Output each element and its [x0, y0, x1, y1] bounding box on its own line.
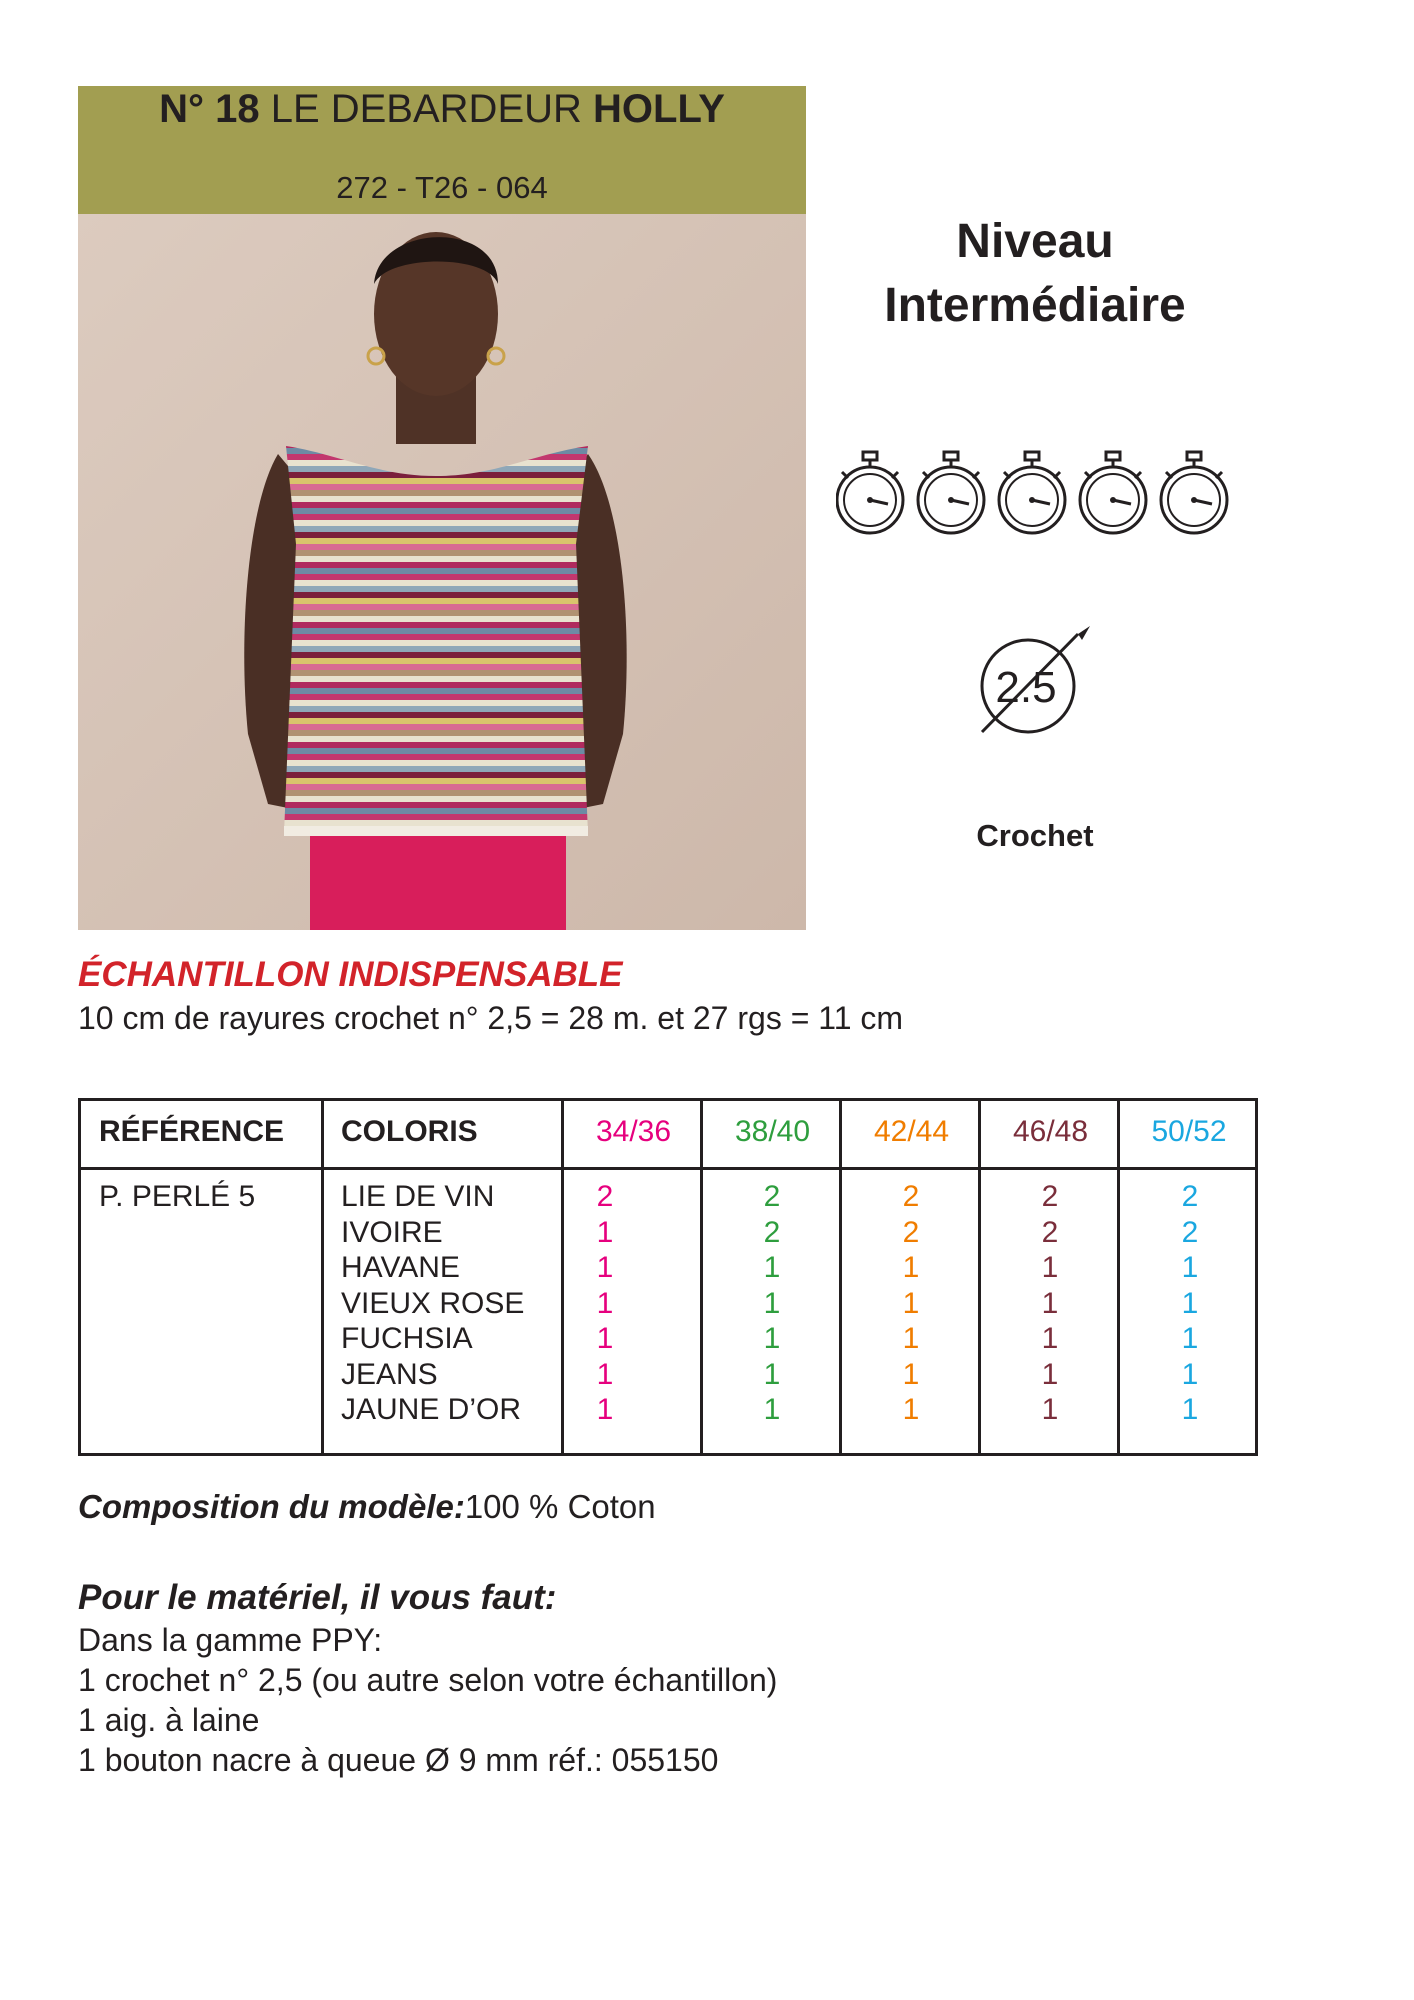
color-name: LIE DE VIN: [341, 1180, 495, 1213]
color-name: JAUNE D’OR: [341, 1393, 522, 1426]
quantity-cell: 1: [1181, 1322, 1199, 1355]
composition-value: 100 % Coton: [464, 1488, 656, 1525]
quantity-cell: 1: [1041, 1357, 1059, 1391]
level-label: Niveau: [956, 215, 1114, 268]
quantity-cell: 1: [902, 1251, 920, 1284]
quantity-cell: 2: [902, 1215, 920, 1249]
quantity-cell: 1: [1041, 1251, 1059, 1284]
quantity-cell: 1: [596, 1215, 614, 1249]
header-size-34-36: 34/36: [595, 1115, 672, 1148]
quantity-cell: 1: [596, 1357, 614, 1391]
quantity-cell: 2: [763, 1215, 781, 1249]
gauge-title: ÉCHANTILLON INDISPENSABLE: [78, 955, 623, 994]
table-column-divider: [839, 1101, 842, 1453]
title-name: HOLLY: [593, 87, 725, 131]
quantity-cell: 2: [1041, 1180, 1059, 1213]
color-name: IVOIRE: [341, 1215, 443, 1249]
table-column-divider: [700, 1101, 703, 1453]
header-reference: RÉFÉRENCE: [99, 1115, 285, 1148]
title-middle: LE DEBARDEUR: [270, 87, 582, 131]
difficulty-level: [840, 210, 1230, 338]
stopwatch-icon: [1161, 452, 1227, 533]
table-column-divider: [978, 1101, 981, 1453]
technique-label: Crochet: [976, 818, 1094, 853]
level-value: Intermédiaire: [884, 279, 1186, 332]
quantity-column-34-36: [590, 1179, 620, 1428]
stopwatch-icon: [837, 452, 903, 533]
reference-code: 272 - T26 - 064: [336, 170, 548, 205]
quantity-cell: 1: [902, 1357, 920, 1391]
header-size-38-40: 38/40: [734, 1115, 811, 1148]
quantity-cell: 1: [763, 1286, 781, 1320]
quantity-cell: 1: [902, 1322, 920, 1355]
quantity-cell: 1: [1181, 1286, 1199, 1320]
quantity-cell: 1: [763, 1251, 781, 1284]
quantity-column-42-44: [896, 1179, 926, 1428]
quantity-cell: 1: [763, 1393, 781, 1426]
quantity-cell: 1: [1181, 1357, 1199, 1391]
yarn-table: [78, 1098, 1258, 1456]
quantity-cell: 2: [596, 1180, 614, 1213]
pattern-title: [78, 84, 806, 134]
table-header-divider: [81, 1167, 1255, 1170]
header-size-46-48: 46/48: [1012, 1115, 1089, 1148]
quantity-cell: 1: [902, 1393, 920, 1426]
quantity-column-46-48: [1035, 1179, 1065, 1428]
materials-title: Pour le matériel, il vous faut:: [78, 1578, 557, 1617]
hook-size-label: 2.5: [995, 663, 1057, 712]
quantity-cell: 1: [1041, 1286, 1059, 1320]
quantity-cell: 1: [763, 1357, 781, 1391]
quantity-cell: 2: [902, 1180, 920, 1213]
model-photo: [78, 214, 806, 930]
quantity-column-38-40: [757, 1179, 787, 1428]
color-name: JEANS: [341, 1357, 438, 1391]
stopwatch-icon: [1080, 452, 1146, 533]
quantity-cell: 1: [763, 1322, 781, 1355]
crochet-hook-size-icon: [974, 620, 1094, 740]
header-size-50-52: 50/52: [1151, 1115, 1227, 1148]
quantity-cell: 2: [1181, 1180, 1199, 1213]
color-name: HAVANE: [341, 1251, 460, 1284]
quantity-cell: 1: [596, 1286, 614, 1320]
quantity-cell: 1: [1181, 1393, 1199, 1426]
quantity-cell: 1: [596, 1322, 614, 1355]
table-column-divider: [321, 1101, 324, 1453]
gauge-text: 10 cm de rayures crochet n° 2,5 = 28 m. et 27 rgs = 11 cm: [78, 1000, 904, 1036]
quantity-cell: 2: [763, 1180, 781, 1213]
table-column-divider: [561, 1101, 564, 1453]
quantity-column-50-52: [1175, 1179, 1205, 1428]
color-name: FUCHSIA: [341, 1322, 473, 1355]
quantity-cell: 1: [1181, 1251, 1199, 1284]
materials-line: 1 bouton nacre à queue Ø 9 mm réf.: 055150: [78, 1742, 719, 1778]
composition: [78, 1488, 656, 1526]
quantity-cell: 2: [1041, 1215, 1059, 1249]
color-names-column: [341, 1179, 524, 1428]
quantity-cell: 1: [596, 1251, 614, 1284]
materials-list: [78, 1620, 777, 1780]
composition-label: Composition du modèle:: [78, 1488, 465, 1525]
quantity-cell: 1: [596, 1393, 614, 1426]
stopwatch-icon: [918, 452, 984, 533]
quantity-cell: 1: [1041, 1393, 1059, 1426]
quantity-cell: 2: [1181, 1215, 1199, 1249]
materials-line: 1 aig. à laine: [78, 1702, 260, 1738]
title-number: N° 18: [159, 87, 260, 131]
stopwatch-icon: [999, 452, 1065, 533]
quantity-cell: 1: [902, 1286, 920, 1320]
yarn-reference: P. PERLÉ 5: [99, 1180, 256, 1213]
quantity-cell: 1: [1041, 1322, 1059, 1355]
materials-line: 1 crochet n° 2,5 (ou autre selon votre échantillon): [78, 1662, 778, 1698]
materials-line: Dans la gamme PPY:: [78, 1622, 383, 1658]
time-rating: [836, 450, 1236, 540]
color-name: VIEUX ROSE: [341, 1286, 525, 1320]
table-column-divider: [1117, 1101, 1120, 1453]
header-size-42-44: 42/44: [873, 1115, 950, 1148]
header-colors: COLORIS: [341, 1115, 478, 1148]
